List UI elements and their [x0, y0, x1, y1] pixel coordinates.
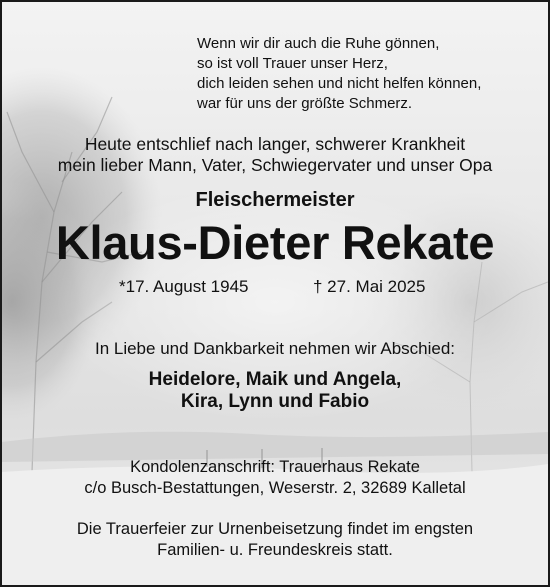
birth-date: *17. August 1945 — [119, 277, 249, 296]
condolence-line: c/o Busch-Bestattungen, Weserstr. 2, 32689 Kalletal — [84, 479, 466, 497]
funeral-line: Familien- u. Freundeskreis statt. — [157, 541, 393, 559]
funeral-line: Die Trauerfeier zur Urnenbeisetzung findet im engsten — [76, 520, 474, 538]
poem-line: dich leiden sehen und nicht helfen können, — [197, 75, 482, 92]
condolence-address — [2, 457, 548, 499]
death-date: † 27. Mai 2025 — [313, 277, 426, 296]
funeral-info — [2, 519, 548, 561]
poem — [197, 34, 481, 114]
intro-text — [2, 134, 548, 176]
family-line: Kira, Lynn und Fabio — [180, 391, 370, 412]
condolence-line: Kondolenzanschrift: Trauerhaus Rekate — [130, 458, 420, 476]
intro-line: mein lieber Mann, Vater, Schwiegervater und unser Opa — [57, 155, 493, 175]
poem-line: so ist voll Trauer unser Herz, — [197, 55, 388, 72]
farewell-text: In Liebe und Dankbarkeit nehmen wir Abschied: — [94, 339, 456, 358]
poem-line: Wenn wir dir auch die Ruhe gönnen, — [197, 35, 440, 52]
poem-line: war für uns der größte Schmerz. — [197, 95, 413, 112]
deceased-profession: Fleischermeister — [195, 189, 355, 211]
notice-content — [2, 2, 548, 585]
family-line: Heidelore, Maik und Angela, — [148, 369, 402, 390]
family-names — [2, 369, 548, 413]
intro-line: Heute entschlief nach langer, schwerer Krankheit — [84, 134, 466, 154]
deceased-name: Klaus-Dieter Rekate — [55, 216, 495, 269]
